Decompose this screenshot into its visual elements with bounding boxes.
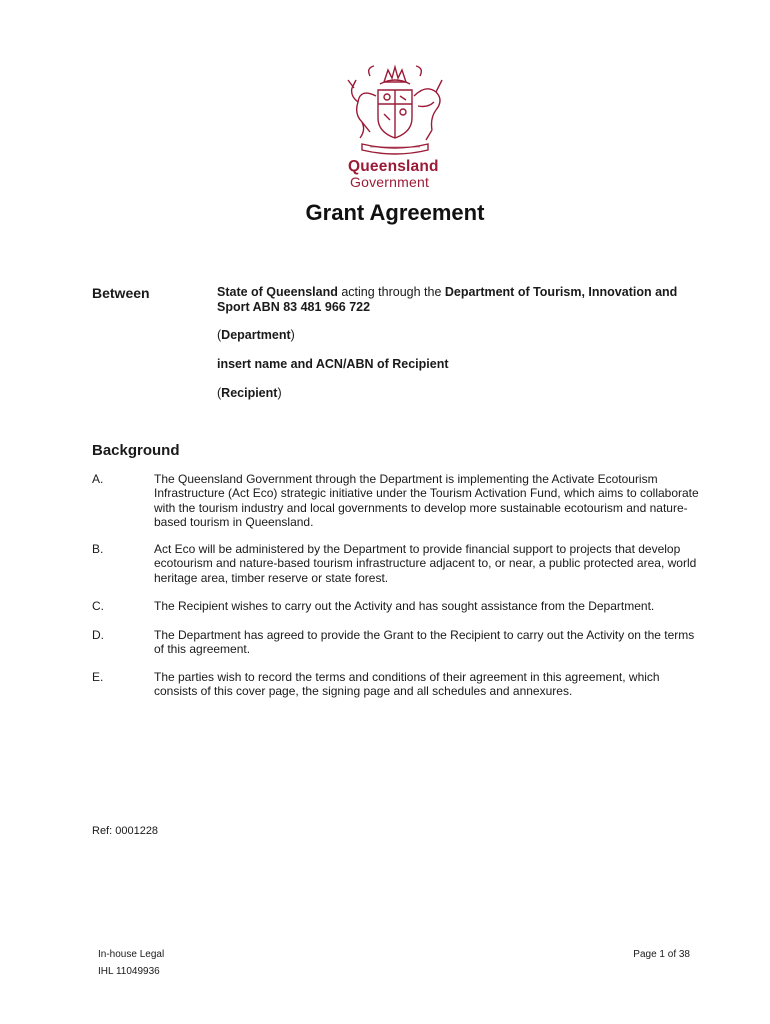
department-short-name: Department <box>221 328 291 342</box>
between-label: Between <box>92 285 150 301</box>
brand-name: Queensland <box>348 158 439 175</box>
recital-text: The Recipient wishes to carry out the Activity and has sought assistance from the Department. <box>154 599 655 613</box>
department-party <box>217 285 707 315</box>
recital-letter: D. <box>92 628 104 642</box>
footer-doc-id: IHL 11049936 <box>98 966 160 977</box>
recital-letter: A. <box>92 472 104 486</box>
queensland-coat-of-arms-icon <box>340 62 450 160</box>
state-name: State of Queensland <box>217 285 338 299</box>
recital-text: The Queensland Government through the Department is implementing the Activate Ecotourism Infrastructure (Act Eco) strategic initiative under the Tourism Activation Fund, which aims to collaborate with the tourism industry and local governments to develop more sustainable ecotourism and nature-based tourism in Queensland. <box>154 472 699 530</box>
recital-text: The parties wish to record the terms and conditions of their agreement in this agreement, which consists of this cover page, the signing page and all schedules and annexures. <box>154 670 660 699</box>
document-title: Grant Agreement <box>305 200 485 225</box>
recital-text: The Department has agreed to provide the Grant to the Recipient to carry out the Activity on the terms of this agreement. <box>154 628 695 657</box>
department-name: Department of Tourism, Innovation and Sport ABN 83 481 966 722 <box>217 285 678 314</box>
background-heading: Background <box>92 442 180 459</box>
recipient-short: (Recipient) <box>217 386 282 400</box>
department-short: (Department) <box>217 328 295 342</box>
party-connector: acting through the <box>337 285 445 299</box>
recipient-party: insert name and ACN/ABN of Recipient <box>217 357 449 371</box>
page-number: Page 1 of 38 <box>633 949 690 960</box>
recipient-short-name: Recipient <box>221 386 278 400</box>
recital-letter: C. <box>92 599 104 613</box>
reference-number: Ref: 0001228 <box>92 825 159 837</box>
recital-text: Act Eco will be administered by the Department to provide financial support to projects that develop ecotourism and nature-based tourism infrastructure adjacent to, or near, a public protected area, world heritage area, timber reserve or state forest. <box>154 542 697 585</box>
brand-subtitle: Government <box>350 174 430 190</box>
recital-letter: E. <box>92 670 104 684</box>
recital-letter: B. <box>92 542 104 556</box>
footer-department: In-house Legal <box>98 949 165 960</box>
